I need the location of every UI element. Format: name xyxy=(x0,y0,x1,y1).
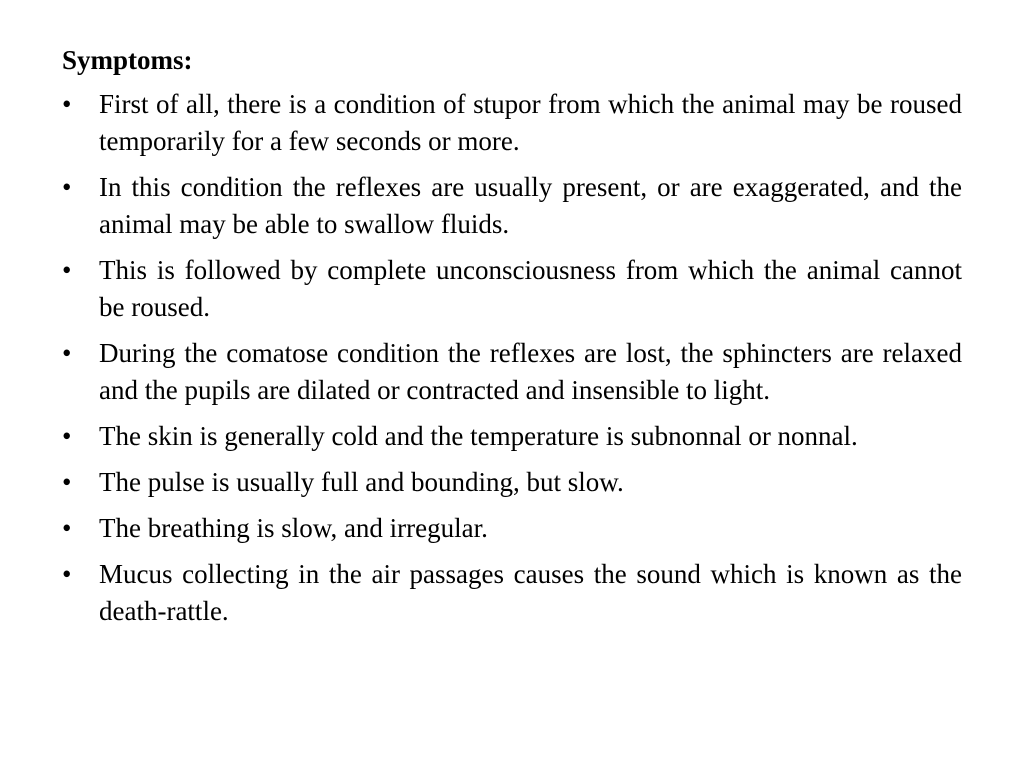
symptoms-list xyxy=(62,86,962,630)
list-item-text: Mucus collecting in the air passages causes the sound which is known as the death-rattle. xyxy=(99,559,962,626)
list-item-text: The breathing is slow, and irregular. xyxy=(99,513,488,543)
bullet-icon: • xyxy=(62,338,72,368)
bullet-icon: • xyxy=(62,559,72,589)
list-item-text: First of all, there is a condition of stupor from which the animal may be roused temporarily for a few seconds or more. xyxy=(99,89,962,156)
bullet-icon: • xyxy=(62,467,72,497)
list-item xyxy=(62,86,962,160)
list-item xyxy=(62,252,962,326)
list-item xyxy=(62,510,962,547)
list-item-text: In this condition the reflexes are usually present, or are exaggerated, and the animal may be able to swallow fluids. xyxy=(99,172,962,239)
list-item xyxy=(62,169,962,243)
bullet-icon: • xyxy=(62,421,72,451)
bullet-icon: • xyxy=(62,89,72,119)
list-item-text: This is followed by complete unconsciousness from which the animal cannot be roused. xyxy=(99,255,962,322)
list-item-text: During the comatose condition the reflexes are lost, the sphincters are relaxed and the pupils are dilated or contracted and insensible to light. xyxy=(99,338,962,405)
list-item-text: The skin is generally cold and the temperature is subnonnal or nonnal. xyxy=(99,421,858,451)
list-item xyxy=(62,556,962,630)
list-item xyxy=(62,335,962,409)
bullet-icon: • xyxy=(62,255,72,285)
bullet-icon: • xyxy=(62,172,72,202)
list-item xyxy=(62,418,962,455)
list-item-text: The pulse is usually full and bounding, but slow. xyxy=(99,467,624,497)
bullet-icon: • xyxy=(62,513,72,543)
section-heading: Symptoms: xyxy=(62,45,193,75)
list-item xyxy=(62,464,962,501)
